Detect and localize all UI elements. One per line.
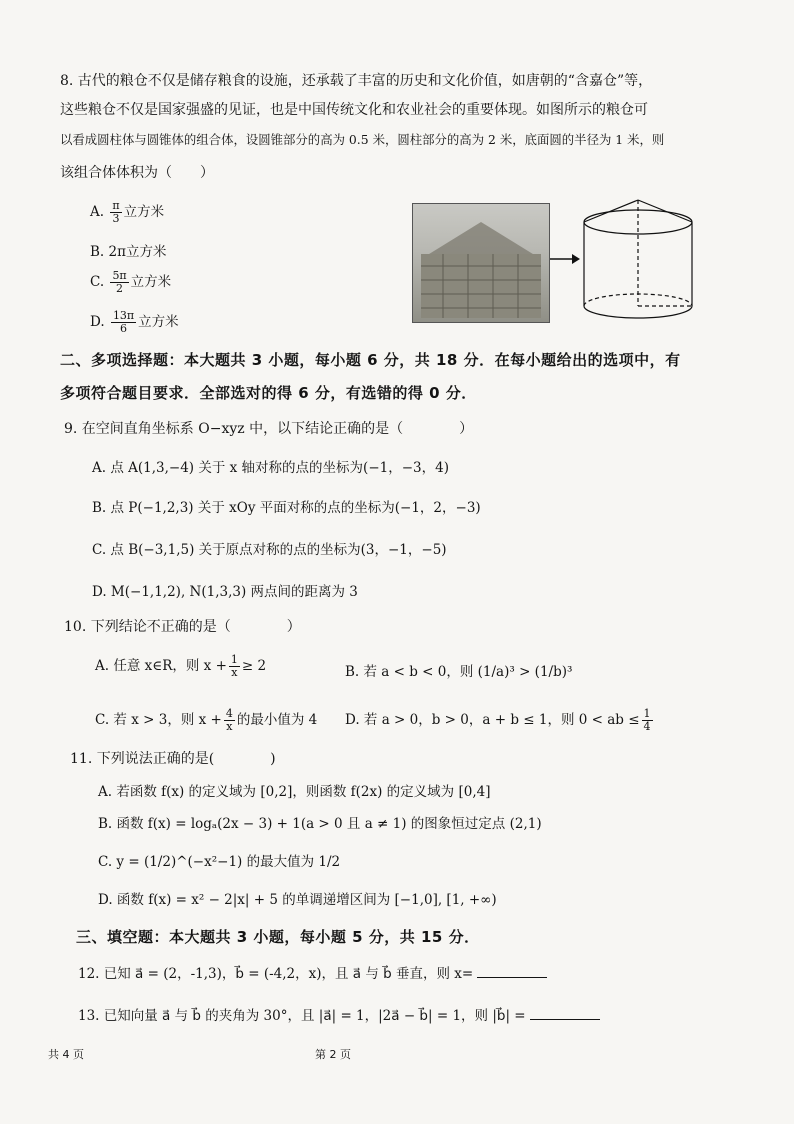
granary-photo [412,203,550,323]
answer-blank[interactable] [477,965,547,978]
q8-option-d: D. $\frac{13\pi}{6}$ 立方米 [90,309,179,335]
q9-stem: 9. 在空间直角坐标系 O−xyz 中，以下结论正确的是（ ） [64,421,474,437]
section2-heading-line2: 多项符合题目要求．全部选对的得 6 分，有选错的得 0 分． [60,384,477,402]
arrow-icon [550,252,580,266]
cylinder-cone-diagram [580,196,696,324]
q9-option-d: D. M(−1,1,2), N(1,3,3) 两点间的距离为 3 [92,584,358,600]
q10-option-a: A. 任意 x∈R，则 x + $\frac{1}{x}$ ≥ 2 [95,653,267,679]
q10-option-d: D. 若 a > 0，b > 0，a + b ≤ 1，则 0 < ab ≤ $\frac{1}{4}$ [345,707,651,733]
fraction: $\frac{4}{x}$ [225,707,233,733]
q13: 13. 已知向量 a⃗ 与 b⃗ 的夹角为 30°，且 |a⃗| = 1，|2a⃗ − b⃗| = 1，则 |b⃗| = [78,1004,600,1024]
q12: 12. 已知 a⃗ = (2，-1,3)，b⃗ = (-4,2，x)，且 a⃗ 与 b⃗ 垂直，则 x= [78,962,547,982]
q11-option-a: A. 若函数 f(x) 的定义域为 [0,2]，则函数 f(2x) 的定义域为 [0,4] [98,784,491,800]
q11-option-c: C. y = (1/2)^(−x²−1) 的最大值为 1/2 [98,854,341,870]
q8-option-b: B. 2π立方米 [90,244,167,260]
fraction: $\frac{5\pi}{2}$ [112,269,127,295]
q9-option-b: B. 点 P(−1,2,3) 关于 xOy 平面对称的点的坐标为(−1，2，−3) [92,500,481,516]
fraction: $\frac{\pi}{3}$ [112,199,120,225]
q8-option-a: A. $\frac{\pi}{3}$ 立方米 [90,199,165,225]
fraction: $\frac{13\pi}{6}$ [112,309,135,335]
answer-blank[interactable] [530,1007,600,1020]
q8-option-c: C. $\frac{5\pi}{2}$ 立方米 [90,269,172,295]
q11-option-d: D. 函数 f(x) = x² − 2|x| + 5 的单调递增区间为 [−1,0], [1, +∞) [98,892,497,908]
q8-line1: 8. 古代的粮仓不仅是储存粮食的设施，还承载了丰富的历史和文化价值，如唐朝的“含嘉仓”等， [60,73,653,89]
footer-total-pages: 共 4 页 [48,1048,84,1061]
q9-option-a: A. 点 A(1,3,−4) 关于 x 轴对称的点的坐标为(−1，−3，4) [92,460,449,476]
q8-line4: 该组合体体积为（ ） [60,165,214,181]
q11-option-b: B. 函数 f(x) = logₐ(2x − 3) + 1(a > 0 且 a ≠ 1) 的图象恒过定点 (2,1) [98,816,542,832]
q8-line3: 以看成圆柱体与圆锥体的组合体，设圆锥部分的高为 0.5 米，圆柱部分的高为 2 米，底面圆的半径为 1 米，则 [60,132,665,147]
q11-stem: 11. 下列说法正确的是( ) [70,751,276,767]
section3-heading: 三、填空题：本大题共 3 小题，每小题 5 分，共 15 分． [76,928,480,946]
q10-option-b: B. 若 a < b < 0，则 (1/a)³ > (1/b)³ [345,664,573,680]
q10-option-c: C. 若 x > 3，则 x + $\frac{4}{x}$ 的最小值为 4 [95,707,318,733]
q10-stem: 10. 下列结论不正确的是（ ） [64,619,301,635]
footer-page-number: 第 2 页 [315,1048,351,1061]
fraction: $\frac{1}{x}$ [230,653,238,679]
q8-line2: 这些粮仓不仅是国家强盛的见证，也是中国传统文化和农业社会的重要体现。如图所示的粮仓可 [60,102,648,118]
section2-heading-line1: 二、多项选择题：本大题共 3 小题，每小题 6 分，共 18 分．在每小题给出的选项中，有 [60,351,681,369]
q9-option-c: C. 点 B(−3,1,5) 关于原点对称的点的坐标为(3，−1，−5) [92,542,447,558]
fraction: $\frac{1}{4}$ [643,707,651,733]
